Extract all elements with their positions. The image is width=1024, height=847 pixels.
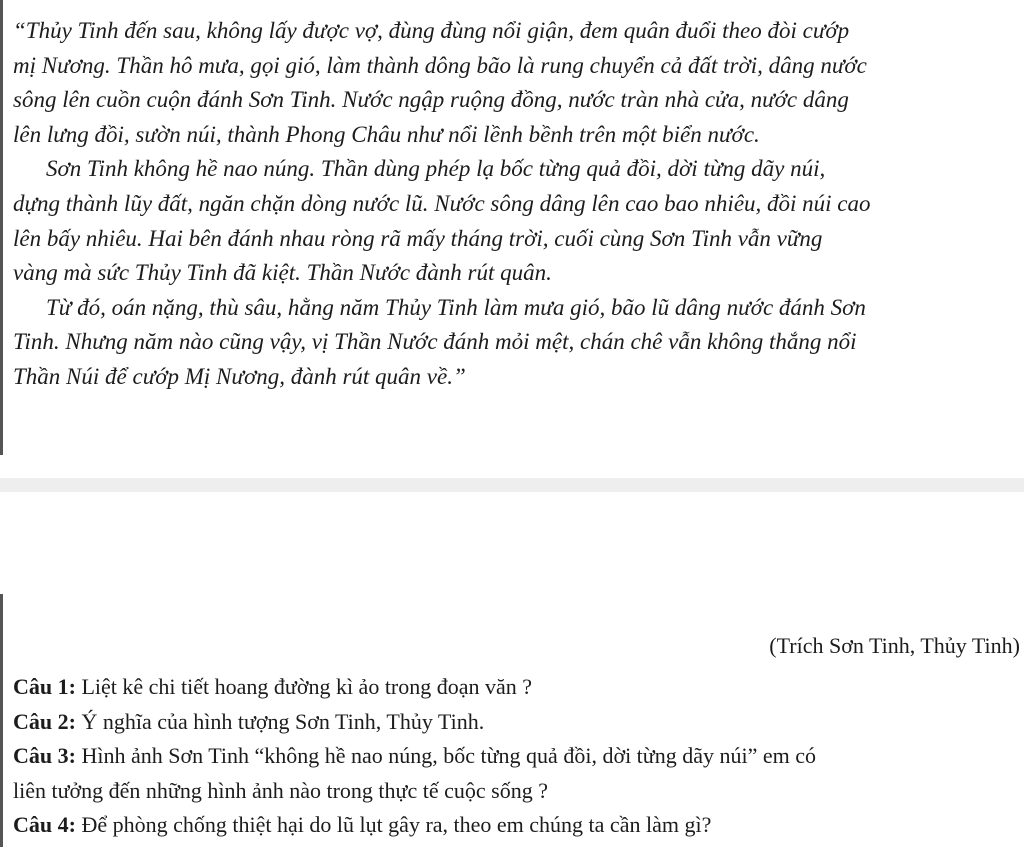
paragraph-1-line-3: sông lên cuồn cuộn đánh Sơn Tinh. Nước ngập ruộng đồng, nước tràn nhà cửa, nước dâng [13, 87, 849, 113]
question-3-continuation: liên tưởng đến những hình ảnh nào trong thực tế cuộc sống ? [13, 777, 548, 803]
left-margin-rule-lower [0, 594, 3, 847]
paragraph-2-line-1: Sơn Tinh không hề nao núng. Thần dùng phép lạ bốc từng quả đồi, dời từng dãy núi, [46, 156, 826, 182]
question-4-label: Câu 4: [13, 812, 76, 837]
paragraph-2 [13, 152, 1024, 290]
paragraph-1 [13, 14, 1024, 152]
paragraph-3-line-3: Thần Núi để cướp Mị Nương, đành rút quân về.” [13, 363, 466, 389]
source-citation: (Trích Sơn Tinh, Thủy Tinh) [769, 633, 1020, 658]
paragraph-1-line-1: “Thủy Tinh đến sau, không lấy được vợ, đùng đùng nổi giận, đem quân đuổi theo đòi cướp [13, 18, 850, 43]
question-3-text: Hình ảnh Sơn Tinh “không hề nao núng, bốc từng quả đồi, dời từng dãy núi” em có [75, 743, 817, 768]
left-margin-rule [0, 0, 3, 455]
question-3-label: Câu 3: [13, 743, 76, 768]
paragraph-2-line-2: dựng thành lũy đất, ngăn chặn dòng nước lũ. Nước sông dâng lên cao bao nhiêu, đồi núi cao [13, 190, 871, 216]
separator-band [0, 478, 1024, 492]
paragraph-2-line-4: vàng mà sức Thủy Tinh đã kiệt. Thần Nước đành rút quân. [13, 260, 552, 286]
paragraph-2-line-3: lên bấy nhiêu. Hai bên đánh nhau ròng rã mấy tháng trời, cuối cùng Sơn Tinh vẫn vững [13, 225, 823, 251]
question-1-text: Liệt kê chi tiết hoang đường kì ảo trong đoạn văn ? [75, 674, 533, 699]
paragraph-1-line-2: mị Nương. Thần hô mưa, gọi gió, làm thành dông bão là rung chuyển cả đất trời, dâng nước [13, 52, 867, 78]
question-2-text: Ý nghĩa của hình tượng Sơn Tinh, Thủy Tinh. [75, 708, 485, 734]
question-2-label: Câu 2: [13, 708, 76, 734]
question-list [13, 670, 816, 843]
paragraph-3-line-1: Từ đó, oán nặng, thù sâu, hằng năm Thủy Tinh làm mưa gió, bão lũ dâng nước đánh Sơn [46, 294, 866, 320]
question-1-label: Câu 1: [13, 674, 76, 699]
question-3 [13, 739, 816, 774]
question-1 [13, 670, 816, 705]
paragraph-3 [13, 291, 1024, 395]
question-4 [13, 808, 816, 843]
question-2 [13, 705, 816, 740]
questions-section [0, 594, 1024, 847]
paragraph-3-line-2: Tinh. Nhưng năm nào cũng vậy, vị Thần Nước đánh mỏi mệt, chán chê vẫn không thắng nổi [13, 329, 857, 355]
question-4-text: Để phòng chống thiệt hại do lũ lụt gây ra, theo em chúng ta cần làm gì? [75, 812, 712, 837]
paragraph-1-line-4: lên lưng đồi, sườn núi, thành Phong Châu như nổi lềnh bềnh trên một biển nước. [13, 121, 760, 147]
